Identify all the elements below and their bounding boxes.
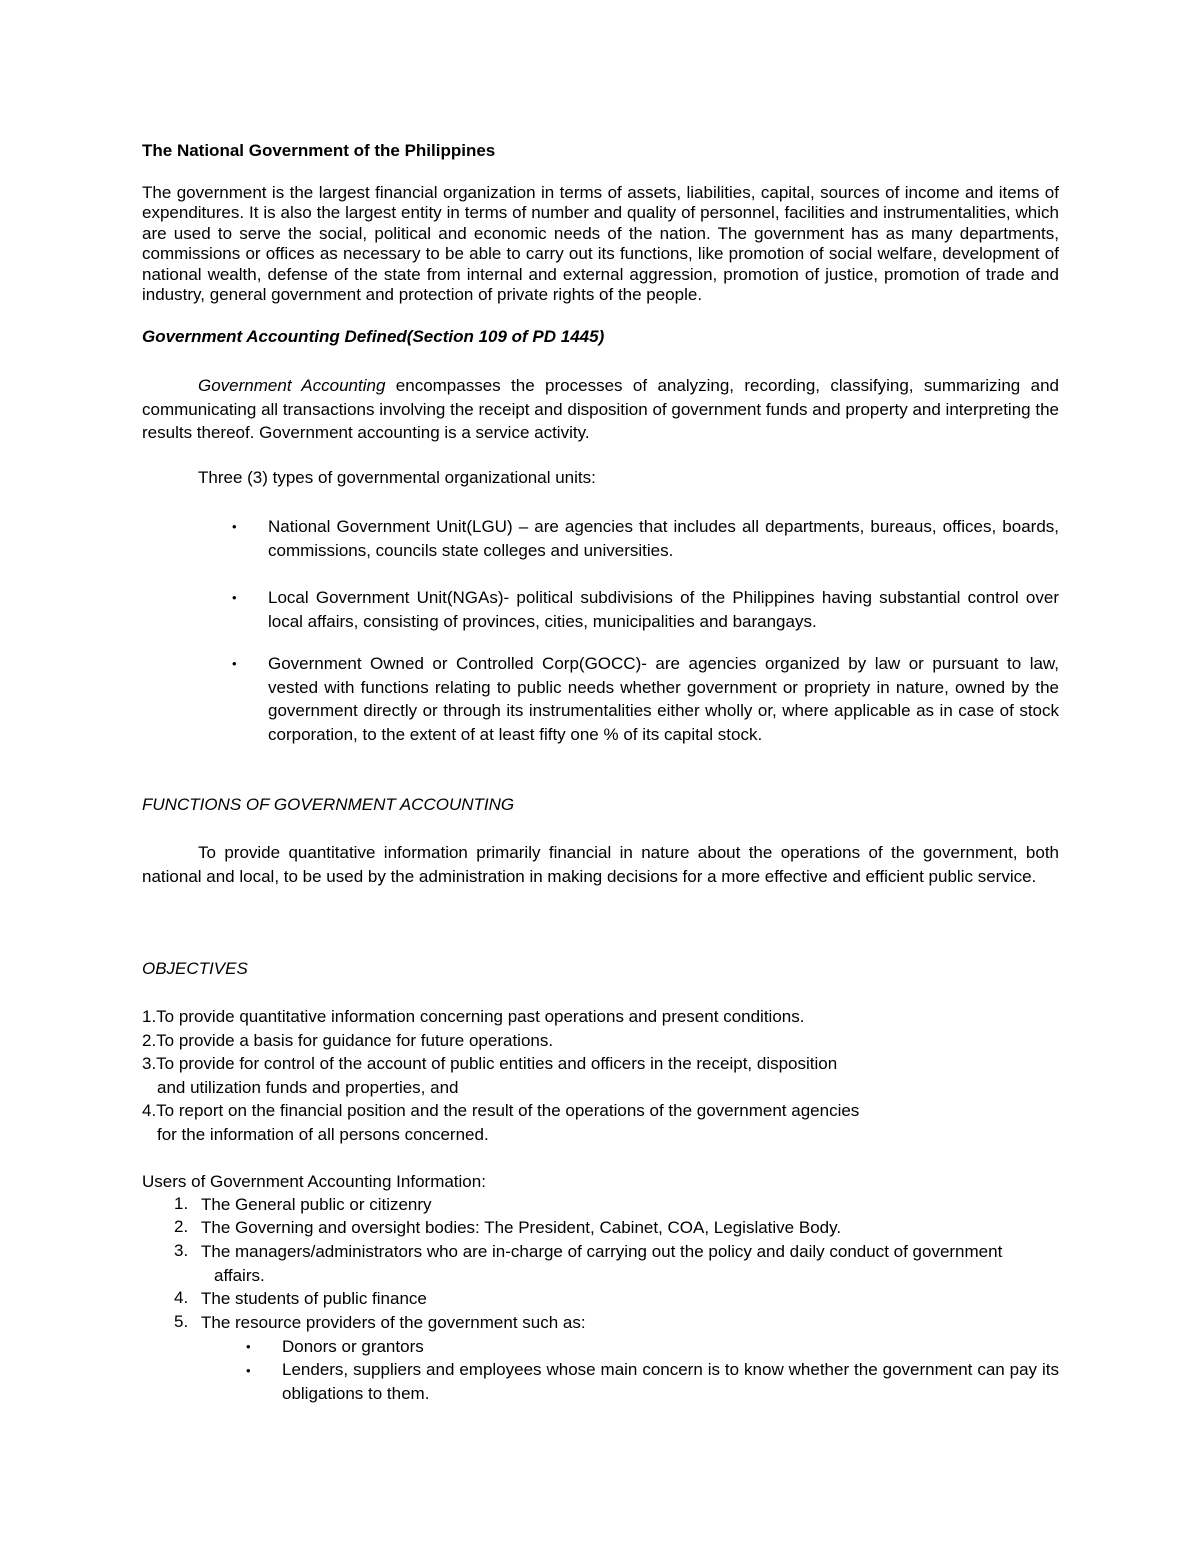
user-sub-item: Donors or grantors <box>282 1337 424 1356</box>
definition-heading: Government Accounting Defined(Section 109 of PD 1445) <box>142 327 605 346</box>
user-item-number: 5. <box>174 1312 189 1331</box>
user-sub-item: Lenders, suppliers and employees whose main concern is to know whether the government can pay its obligations to them. <box>282 1360 1059 1403</box>
objective-line: and utilization funds and properties, and <box>157 1078 459 1097</box>
functions-paragraph: To provide quantitative information primarily financial in nature about the operations of the government, both national and local, to be used by the administration in making decisions for a more effective and efficient public service. <box>142 843 1059 886</box>
user-item: The Governing and oversight bodies: The President, Cabinet, COA, Legislative Body. <box>201 1218 842 1237</box>
user-item: The General public or citizenry <box>201 1195 432 1214</box>
user-item-continuation: affairs. <box>214 1266 265 1285</box>
user-item-number: 3. <box>174 1241 189 1260</box>
bullet: • <box>246 1363 251 1378</box>
bullet: • <box>246 1339 251 1354</box>
user-item: The managers/administrators who are in-charge of carrying out the policy and daily conduct of government <box>201 1242 1003 1261</box>
page-title: The National Government of the Philippines <box>142 141 496 160</box>
user-item-number: 1. <box>174 1194 189 1213</box>
definition-paragraph <box>142 374 1059 445</box>
user-item-number: 2. <box>174 1217 189 1236</box>
objective-line: 3.To provide for control of the account of public entities and officers in the receipt, disposition <box>142 1054 838 1073</box>
users-heading: Users of Government Accounting Information: <box>142 1172 486 1191</box>
objectives-heading: OBJECTIVES <box>142 959 248 978</box>
definition-text: encompasses the processes of analyzing, recording, classifying, summarizing and communicating all transactions involving the receipt and disposition of government funds and property and interpreting the results thereof. Government accounting is a service activity. <box>142 376 1059 442</box>
objective-line: 4.To report on the financial position and the result of the operations of the government agencies <box>142 1101 860 1120</box>
unit-item-national: National Government Unit(LGU) – are agencies that includes all departments, bureaus, offices, boards, commissions, councils state colleges and universities. <box>268 517 1059 560</box>
bullet: • <box>232 590 237 605</box>
user-item-number: 4. <box>174 1288 189 1307</box>
unit-item-gocc: Government Owned or Controlled Corp(GOCC)- are agencies organized by law or pursuant to law, vested with functions relating to public needs whether government or propriety in nature, owned by the government directly or through its instrumentalities either wholly or, where applicable as in case of stock corporation, to the extent of at least fifty one % of its capital stock. <box>268 654 1059 744</box>
objective-line: 1.To provide quantitative information concerning past operations and present conditions. <box>142 1007 805 1026</box>
bullet: • <box>232 519 237 534</box>
units-intro: Three (3) types of governmental organizational units: <box>198 468 596 487</box>
intro-paragraph: The government is the largest financial organization in terms of assets, liabilities, capital, sources of income and items of expenditures. It is also the largest entity in terms of number and quality of personnel, facilities and instrumentalities, which are used to serve the social, political and economic needs of the nation. The government has as many departments, commissions or offices as necessary to be able to carry out its functions, like promotion of social welfare, development of national wealth, defense of the state from internal and external aggression, promotion of justice, promotion of trade and industry, general government and protection of private rights of the people. <box>142 183 1059 305</box>
definition-term: Government Accounting <box>198 376 386 395</box>
functions-heading: FUNCTIONS OF GOVERNMENT ACCOUNTING <box>142 795 515 814</box>
objective-line: for the information of all persons concerned. <box>157 1125 489 1144</box>
objective-line: 2.To provide a basis for guidance for future operations. <box>142 1031 554 1050</box>
user-item: The students of public finance <box>201 1289 427 1308</box>
unit-item-local: Local Government Unit(NGAs)- political subdivisions of the Philippines having substantial control over local affairs, consisting of provinces, cities, municipalities and barangays. <box>268 588 1059 631</box>
user-item: The resource providers of the government such as: <box>201 1313 586 1332</box>
bullet: • <box>232 656 237 671</box>
